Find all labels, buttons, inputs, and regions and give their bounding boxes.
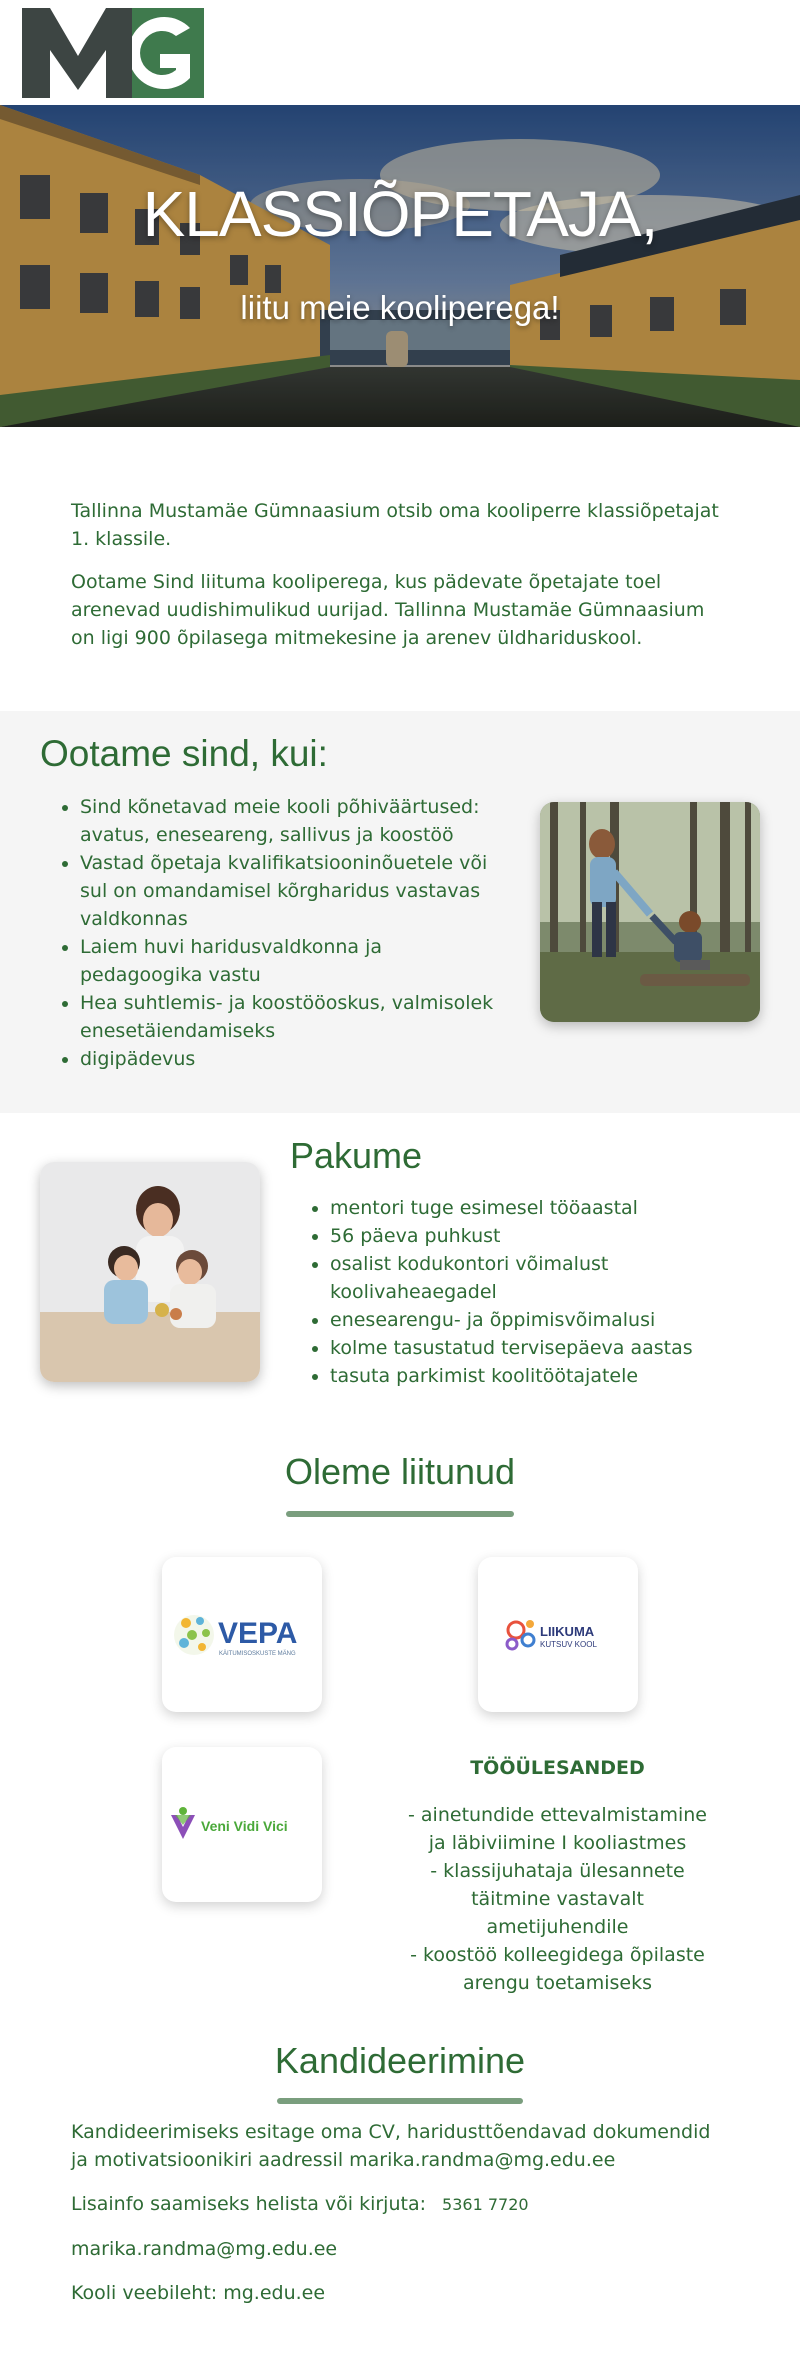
hero-school-image bbox=[0, 105, 800, 427]
joined-title: Oleme liitunud bbox=[284, 1451, 516, 1492]
svg-text:KUTSUV KOOL: KUTSUV KOOL bbox=[540, 1639, 597, 1649]
offer-list bbox=[330, 1194, 730, 1390]
contact-line bbox=[71, 2190, 731, 2219]
task-line: täitmine vastavalt ametijuhendile bbox=[471, 1888, 644, 1938]
svg-text:Veni Vidi Vici: Veni Vidi Vici bbox=[201, 1817, 288, 1834]
list-item: • digipädevus bbox=[80, 1045, 500, 1073]
task-line: arengu toetamiseks bbox=[462, 1972, 653, 1994]
apply-title-underline bbox=[277, 2098, 523, 2104]
veni-vidi-vici-logo bbox=[167, 1805, 317, 1845]
svg-text:LIIKUMA: LIIKUMA bbox=[540, 1623, 595, 1639]
hero-banner bbox=[0, 105, 800, 427]
list-item: • enesearengu- ja õppimisvõimalusi bbox=[330, 1306, 730, 1334]
list-item: • tasuta parkimist koolitöötajatele bbox=[330, 1362, 730, 1390]
phone-number[interactable]: 5361 7720 bbox=[442, 2195, 529, 2214]
header bbox=[0, 0, 800, 105]
task-line: - klassijuhataja ülesannete bbox=[430, 1860, 685, 1882]
vepa-logo-card[interactable] bbox=[162, 1557, 322, 1712]
tasks-title: TÖÖÜLESANDED bbox=[470, 1757, 645, 1779]
intro-paragraph: Ootame Sind liituma kooliperega, kus pädevate õpetajate toel arenevad uudishimulikud uurijad. Tallinna Mustamäe Gümnaasium on ligi 900 õpilasega mitmekesine ja arenev üldhariduskool. bbox=[71, 571, 705, 649]
task-line: - ainetundide ettevalmistamine bbox=[408, 1804, 707, 1826]
list-item: • mentori tuge esimesel tööaastal bbox=[330, 1194, 730, 1222]
list-item: • Laiem huvi haridusvaldkonna ja pedagoogika vastu bbox=[80, 933, 500, 989]
task-line: ja läbiviimine I kooliastmes bbox=[428, 1832, 687, 1854]
list-item: • Sind kõnetavad meie kooli põhiväärtused: avatus, eneseareng, sallivus ja koostöö bbox=[80, 793, 500, 849]
veni-vidi-vici-logo-card[interactable] bbox=[162, 1747, 322, 1902]
info-label: Lisainfo saamiseks helista või kirjuta: bbox=[71, 2193, 426, 2215]
svg-text:VEPA: VEPA bbox=[218, 1616, 298, 1650]
liikuma-logo bbox=[498, 1610, 618, 1660]
tasks-section bbox=[400, 1757, 715, 1997]
list-item: • kolme tasustatud tervisepäeva aastas bbox=[330, 1334, 730, 1362]
forest-photo bbox=[540, 802, 760, 1022]
intro-section bbox=[71, 497, 731, 667]
list-item: • 56 päeva puhkust bbox=[330, 1222, 730, 1250]
apply-title: Kandideerimine bbox=[274, 2040, 526, 2081]
family-photo bbox=[40, 1162, 260, 1382]
joined-title-underline bbox=[286, 1511, 514, 1517]
vepa-logo bbox=[172, 1605, 312, 1665]
contact-email[interactable]: marika.randma@mg.edu.ee bbox=[71, 2238, 338, 2260]
website-line[interactable]: Kooli veebileht: mg.edu.ee bbox=[71, 2282, 326, 2304]
liikuma-logo-card[interactable] bbox=[478, 1557, 638, 1712]
requirements-title: Ootame sind, kui: bbox=[40, 733, 328, 774]
list-item: • Vastad õpetaja kvalifikatsiooninõuetele või sul on omandamisel kõrgharidus vastavas valdkonnas bbox=[80, 849, 500, 933]
hero-subtitle: liitu meie kooliperega! bbox=[240, 289, 560, 326]
apply-section bbox=[71, 2118, 731, 2323]
requirements-list bbox=[80, 793, 500, 1073]
list-item: • Hea suhtlemis- ja koostööoskus, valmisolek enesetäiendamiseks bbox=[80, 989, 500, 1045]
intro-paragraph: Tallinna Mustamäe Gümnaasium otsib oma kooliperre klassiõpetajat 1. klassile. bbox=[71, 500, 719, 550]
offer-title: Pakume bbox=[290, 1135, 423, 1176]
requirements-section bbox=[0, 711, 800, 1113]
svg-text:KÄITUMISOSKUSTE MÄNG: KÄITUMISOSKUSTE MÄNG bbox=[219, 1650, 296, 1657]
apply-paragraph: Kandideerimiseks esitage oma CV, haridusttõendavad dokumendid ja motivatsioonikiri aadressil marika.randma@mg.edu.ee bbox=[71, 2121, 711, 2171]
school-logo[interactable] bbox=[22, 8, 204, 98]
hero-title: KLASSIÕPETAJA, bbox=[142, 178, 658, 250]
list-item: • osalist kodukontori võimalust koolivaheaegadel bbox=[330, 1250, 730, 1306]
task-line: - koostöö kolleegidega õpilaste bbox=[410, 1944, 705, 1966]
